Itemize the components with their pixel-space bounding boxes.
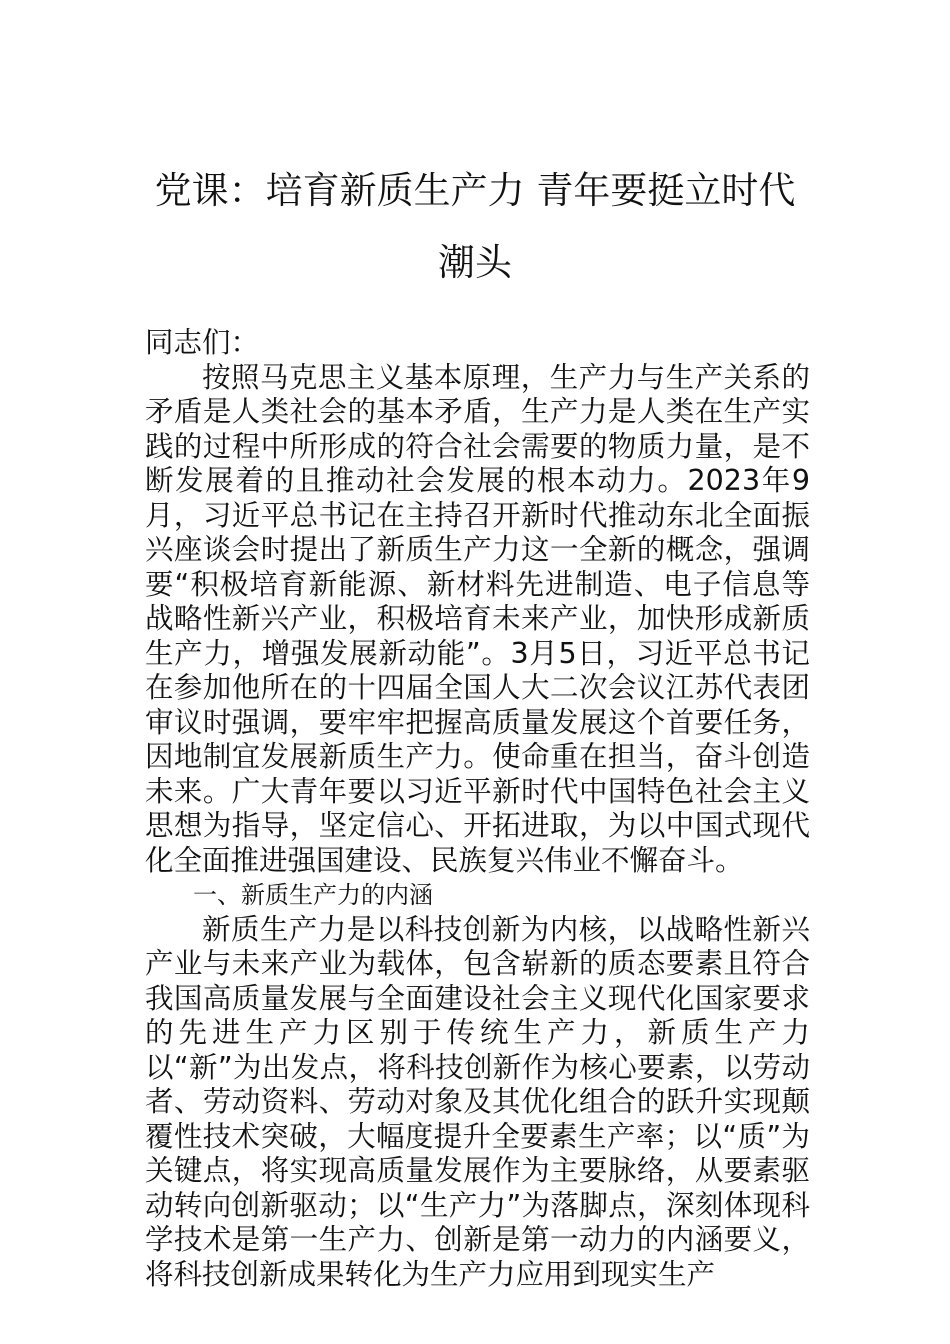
intro-paragraph: 按照马克思主义基本原理，生产力与生产关系的矛盾是人类社会的基本矛盾，生产力是人类在生产实践的过程中所形成的符合社会需要的物质力量，是不断发展着的且推动社会发展的根本动力。2023年9月，习近平总书记在主持召开新时代推动东北全面振兴座谈会时提出了新质生产力这一全新的概念，强调要“积极培育新能源、新材料先进制造、电子信息等战略性新兴产业，积极培育未来产业，加快形成新质生产力，增强发展新动能”。3月5日，习近平总书记在参加他所在的十四届全国人大二次会议江苏代表团审议时强调，要牢牢把握高质量发展这个首要任务，因地制宜发展新质生产力。使命重在担当，奋斗创造未来。广大青年要以习近平新时代中国特色社会主义思想为指导，坚定信心、开拓进取，为以中国式现代化全面推进强国建设、民族复兴伟业不懈奋斗。 — [145, 360, 810, 877]
document-title: 党课：培育新质生产力 青年要挺立时代潮头 — [154, 169, 796, 284]
section-heading: 一、新质生产力的内涵 — [193, 881, 433, 909]
document-body — [145, 326, 810, 1292]
salutation: 同志们： — [145, 326, 260, 359]
section-paragraph: 新质生产力是以科技创新为内核，以战略性新兴产业与未来产业为载体，包含崭新的质态要素且符合我国高质量发展与全面建设社会主义现代化国家要求的先进生产力区别于传统生产力，新质生产力以“新”为出发点，将科技创新作为核心要素，以劳动者、劳动资料、劳动对象及其优化组合的跃升实现颠覆性技术突破，大幅度提升全要素生产率；以“质”为关键点，将实现高质量发展作为主要脉络，从要素驱动转向创新驱动；以“生产力”为落脚点，深刻体现科学技术是第一生产力、创新是第一动力的内涵要义，将科技创新成果转化为生产力应用到现实生产 — [145, 912, 810, 1291]
